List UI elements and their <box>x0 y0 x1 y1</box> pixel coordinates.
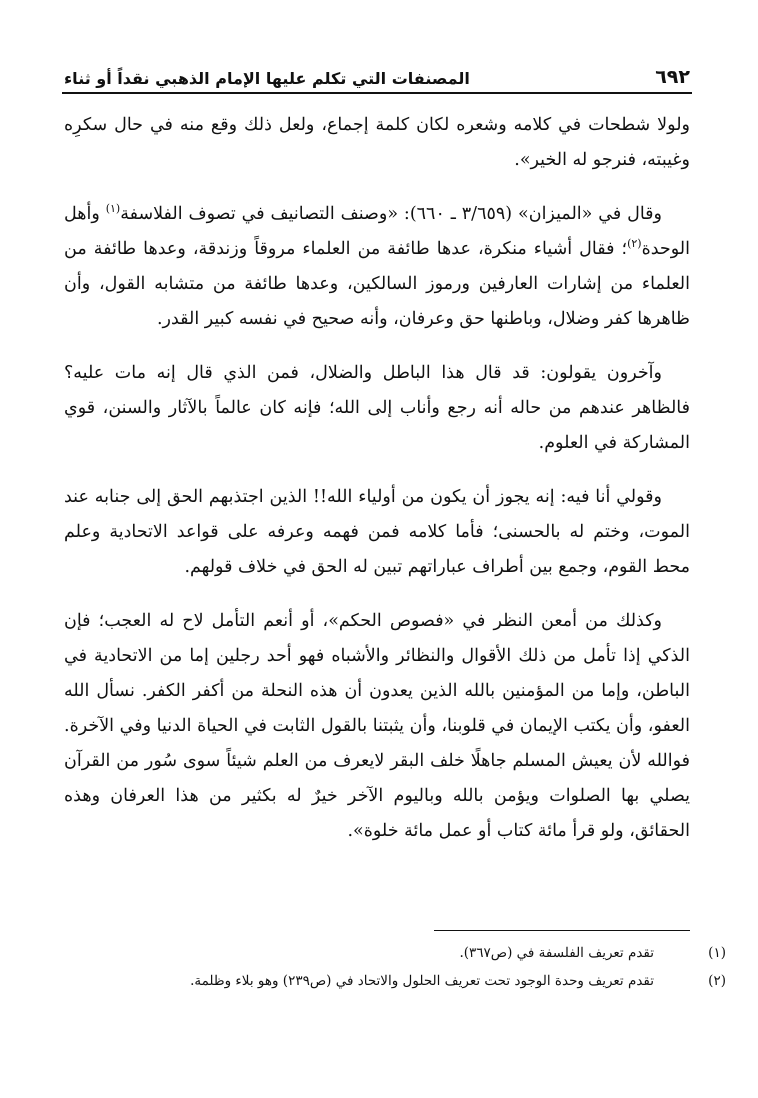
paragraph-2 <box>64 197 690 337</box>
paragraph-1: ولولا شطحات في كلامه وشعره لكان كلمة إجماع، ولعل ذلك وقع منه في حال سكرِه وغيبته، فنرجو له الخير». <box>64 115 690 170</box>
page-number: ٦٩٢ <box>655 66 690 88</box>
footnote-rule <box>434 930 690 931</box>
footnote-2 <box>64 968 726 994</box>
footnote-ref-2: (٢) <box>627 237 642 251</box>
running-title: المصنفات التي تكلم عليها الإمام الذهبي نقداً أو ثناء <box>64 69 470 88</box>
footnote-1 <box>64 940 726 966</box>
footnote-ref-1: (١) <box>105 202 121 216</box>
paragraph-3: وآخرون يقولون: قد قال هذا الباطل والضلال، فمن الذي قال إنه مات عليه؟ فالظاهر عندهم من حاله أنه رجع وأناب إلى الله؛ فإنه كان عالماً بالآثار والسنن، قوي المشاركة في العلوم. <box>64 363 690 453</box>
page-header <box>64 58 690 88</box>
footnote-1-number: (١) <box>708 945 726 961</box>
footnote-1-text: تقدم تعريف الفلسفة في (ص٣٦٧). <box>459 945 654 961</box>
paragraph-2-part-c: ؛ فقال أشياء منكرة، عدها طائفة من العلماء مروقاً وزندقة، وعدها طائفة من العلماء من إشارات العارفين ورموز السالكين، وعدها طائفة من متشابه القول، وأن ظاهرها كفر وضلال، وباطنها حق وعرفان، وأنه صحيح في نفسه كبير القدر. <box>64 239 690 329</box>
footnote-2-number: (٢) <box>708 973 726 989</box>
main-text <box>64 108 690 868</box>
header-rule <box>62 92 692 94</box>
paragraph-4: وقولي أنا فيه: إنه يجوز أن يكون من أولياء الله!! الذين اجتذبهم الحق إلى جنابه عند الموت، وختم له بالحسنى؛ فأما كلامه فمن فهمه وعرفه على قواعد الاتحادية وعلم محط القوم، وجمع بين أطراف عباراتهم تبين له الحق في خلاف قولهم. <box>64 487 690 577</box>
paragraph-5: وكذلك من أمعن النظر في «فصوص الحكم»، أو أنعم التأمل لاح له العجب؛ فإن الذكي إذا تأمل من ذلك الأقوال والنظائر والأشباه فهو أحد رجلين إما من الاتحادية في الباطن، وإما من المؤمنين بالله الذين يعدون أن هذه النحلة من أكفر الكفر. نسأل الله العفو، وأن يكتب الإيمان في قلوبنا، وأن يثبتنا بالقول الثابت في الحياة الدنيا وفي الآخرة. فوالله لأن يعيش المسلم جاهلًا خلف البقر لايعرف من العلم شيئاً سوى سُور من القرآن يصلي بها الصلوات ويؤمن بالله وباليوم الآخر خيرٌ له بكثير من هذا العرفان وهذه الحقائق، ولو قرأ مائة كتاب أو عمل مائة خلوة». <box>64 611 690 841</box>
footnote-2-text: تقدم تعريف وحدة الوجود تحت تعريف الحلول والاتحاد في (ص٢٣٩) وهو بلاء وظلمة. <box>190 973 654 989</box>
paragraph-2-part-b: وأهل الوحدة <box>64 204 690 259</box>
footnotes <box>64 940 726 996</box>
paragraph-2-part-a: وقال في «الميزان» (٣/٦٥٩ ـ ٦٦٠): «وصنف التصانيف في تصوف الفلاسفة <box>120 204 662 224</box>
